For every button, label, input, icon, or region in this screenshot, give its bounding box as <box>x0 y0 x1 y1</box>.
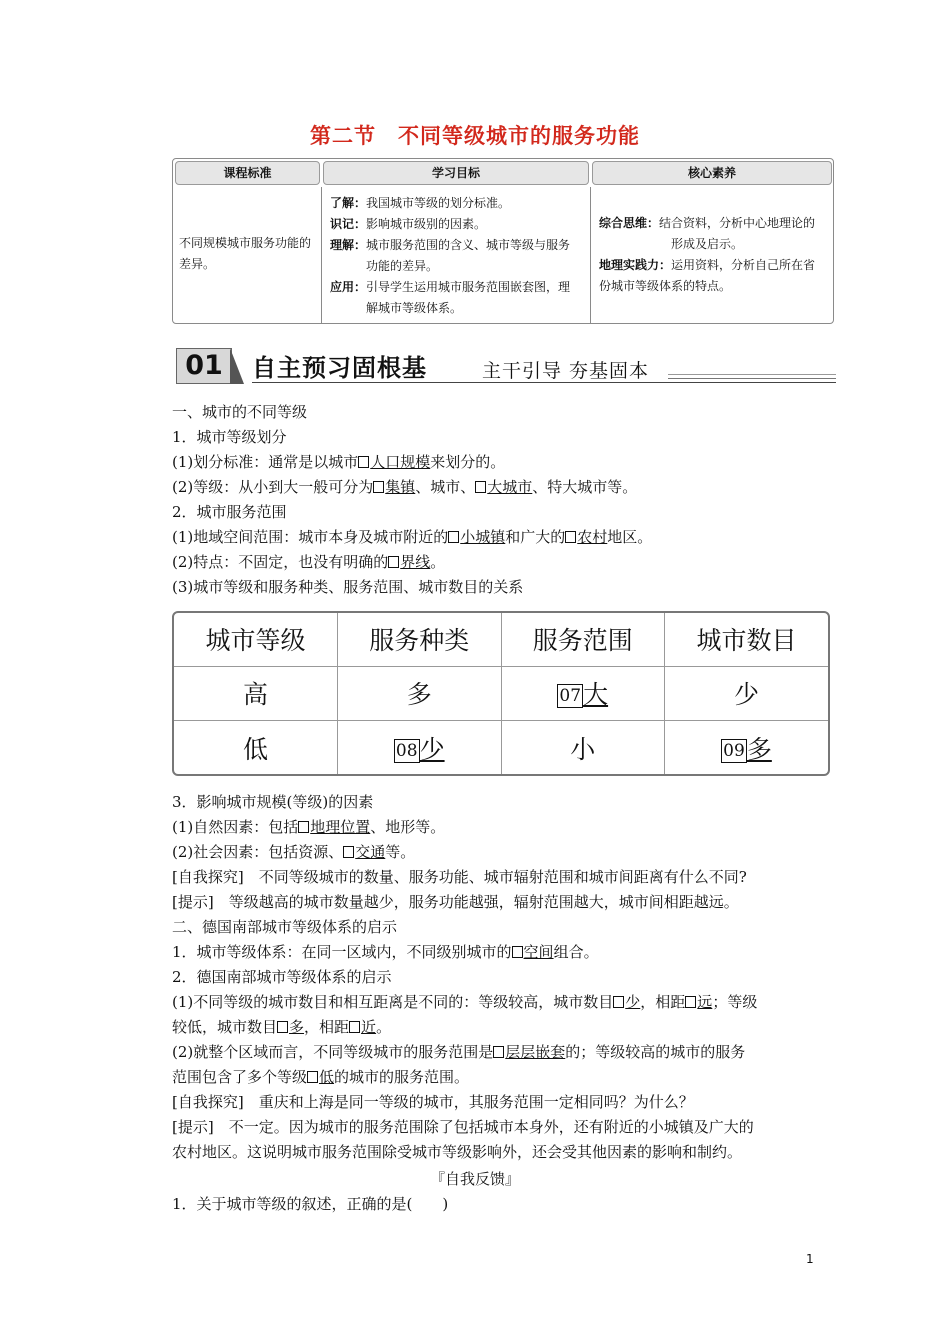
table-cell: 08少 <box>338 721 502 774</box>
blank-number: 09 <box>723 740 745 761</box>
table-cell: 少 <box>665 666 829 720</box>
header-cell: 城市数目 <box>665 613 829 666</box>
hint: [提示] 不一定。因为城市的服务范围除了包括城市本身外，还有附近的小城镇及广大的 <box>172 1118 754 1136</box>
blank-box <box>388 556 399 568</box>
blank-box <box>358 456 369 468</box>
paragraph: (2)特点：不固定，也没有明确的 界线。 <box>172 553 446 571</box>
paragraph: 范围包含了多个等级 低的城市的服务范围。 <box>172 1068 470 1086</box>
hint: [提示] 等级越高的城市数量越少，服务功能越强，辐射范围越大，城市间相距越远。 <box>172 893 739 911</box>
blank-box <box>475 481 486 493</box>
table-cell: 多 <box>338 666 502 720</box>
blank-box <box>613 996 624 1008</box>
goal-item: 了解：我国城市等级的划分标准。 <box>330 196 511 210</box>
divider <box>321 187 322 323</box>
course-standard-text: 不同规模城市服务功能的差异。 <box>179 236 312 271</box>
page-title <box>0 120 950 150</box>
blank-box <box>512 946 523 958</box>
banner-rule <box>668 378 836 379</box>
blank-box <box>349 1021 360 1033</box>
blank-box <box>493 1046 504 1058</box>
literacy-item: 份城市等级体系的特点。 <box>599 279 732 293</box>
table-cell: 低 <box>174 721 338 774</box>
subheading-factors: 3．影响城市规模(等级)的因素 <box>172 793 374 811</box>
literacy-item: 地理实践力：运用资料，分析自己所在省 <box>599 258 816 272</box>
blank-box <box>373 481 384 493</box>
paragraph: (1)自然因素：包括 地理位置、地形等。 <box>172 818 446 836</box>
blank-box <box>343 846 354 858</box>
subheading-enlightenment: 2．德国南部城市等级体系的启示 <box>172 968 392 986</box>
header-learning-goals: 学习目标 <box>323 161 589 185</box>
paragraph: (1)划分标准：通常是以城市 人口规模来划分的。 <box>172 453 506 471</box>
section-banner <box>172 344 836 386</box>
header-cell: 服务种类 <box>338 613 502 666</box>
blank-number: 08 <box>395 740 418 761</box>
learning-goals-list <box>330 193 586 319</box>
table-cell: 高 <box>174 666 338 720</box>
header-course-standard: 课程标准 <box>175 161 320 185</box>
blank-box <box>685 996 696 1008</box>
paragraph: 较低，城市数目 多，相距 近。 <box>172 1018 392 1036</box>
heading-germany: 二、德国南部城市等级体系的启示 <box>172 918 398 936</box>
banner-rule <box>252 382 836 383</box>
banner-title: 自主预习固根基 <box>252 354 427 382</box>
table-row <box>174 666 828 720</box>
paragraph: (2)就整个区域而言，不同等级城市的服务范围是 层层嵌套的；等级较高的城市的服务 <box>172 1043 746 1061</box>
table-header-row <box>174 613 828 666</box>
table-cell: 小 <box>501 721 665 774</box>
page-number: 1 <box>806 1252 814 1266</box>
banner-subtitle: 主干引导 夯基固本 <box>482 360 650 382</box>
table-cell: 07大 <box>501 666 665 720</box>
goal-item: 功能的差异。 <box>366 259 439 273</box>
header-cell: 服务范围 <box>501 613 665 666</box>
goal-item: 解城市等级体系。 <box>366 301 463 315</box>
heading-city-levels: 一、城市的不同等级 <box>172 403 308 421</box>
self-inquiry: [自我探究] 不同等级城市的数量、服务功能、城市辐射范围和城市间距离有什么不同? <box>172 868 747 886</box>
relation-table <box>172 611 830 776</box>
paragraph: (2)社会因素：包括资源、 交通等。 <box>172 843 416 861</box>
section-title: 不同等级城市的服务功能 <box>398 124 640 148</box>
goal-item: 应用：引导学生运用城市服务范围嵌套图，理 <box>330 280 571 294</box>
blank-number: 07 <box>559 686 582 707</box>
banner-rule <box>668 374 836 375</box>
header-cell: 城市等级 <box>174 613 338 666</box>
goal-item: 识记：影响城市级别的因素。 <box>330 217 487 231</box>
section-number: 第二节 <box>310 124 376 148</box>
blank-box <box>307 1071 318 1083</box>
table-cell: 09多 <box>665 721 829 774</box>
header-core-literacy: 核心素养 <box>592 161 832 185</box>
hint-continued: 农村地区。这说明城市服务范围除受城市等级影响外，还会受其他因素的影响和制约。 <box>172 1143 743 1161</box>
core-literacy-list <box>599 213 831 297</box>
paragraph: (1)地域空间范围：城市本身及城市附近的 小城镇和广大的 农村地区。 <box>172 528 653 546</box>
subheading-service-range: 2．城市服务范围 <box>172 503 287 521</box>
goal-item: 理解：城市服务范围的含义、城市等级与服务 <box>330 238 571 252</box>
self-inquiry: [自我探究] 重庆和上海是同一等级的城市，其服务范围一定相同吗？为什么？ <box>172 1093 694 1111</box>
standards-table <box>172 158 834 324</box>
paragraph: (3)城市等级和服务种类、服务范围、城市数目的关系 <box>172 578 524 596</box>
paragraph: (2)等级：从小到大一般可分为 集镇、城市、 大城市、特大城市等。 <box>172 478 638 496</box>
blank-box <box>565 531 576 543</box>
section-badge: 01 <box>176 348 232 384</box>
question: 1．关于城市等级的叙述，正确的是( ) <box>172 1195 449 1213</box>
blank-box <box>448 531 459 543</box>
paragraph: (1)不同等级的城市数目和相互距离是不同的：等级较高，城市数目 少，相距 远；等级 <box>172 993 758 1011</box>
subheading-division: 1．城市等级划分 <box>172 428 287 446</box>
literacy-item: 综合思维：结合资料，分析中心地理论的 <box>599 216 816 230</box>
blank-box <box>298 821 309 833</box>
divider <box>590 187 591 323</box>
literacy-item: 形成及启示。 <box>671 237 744 251</box>
feedback-title: 『自我反馈』 <box>429 1170 520 1188</box>
table-row <box>174 721 828 774</box>
paragraph: 1．城市等级体系：在同一区域内，不同级别城市的 空间组合。 <box>172 943 599 961</box>
badge-wedge <box>230 348 244 384</box>
blank-box <box>277 1021 288 1033</box>
